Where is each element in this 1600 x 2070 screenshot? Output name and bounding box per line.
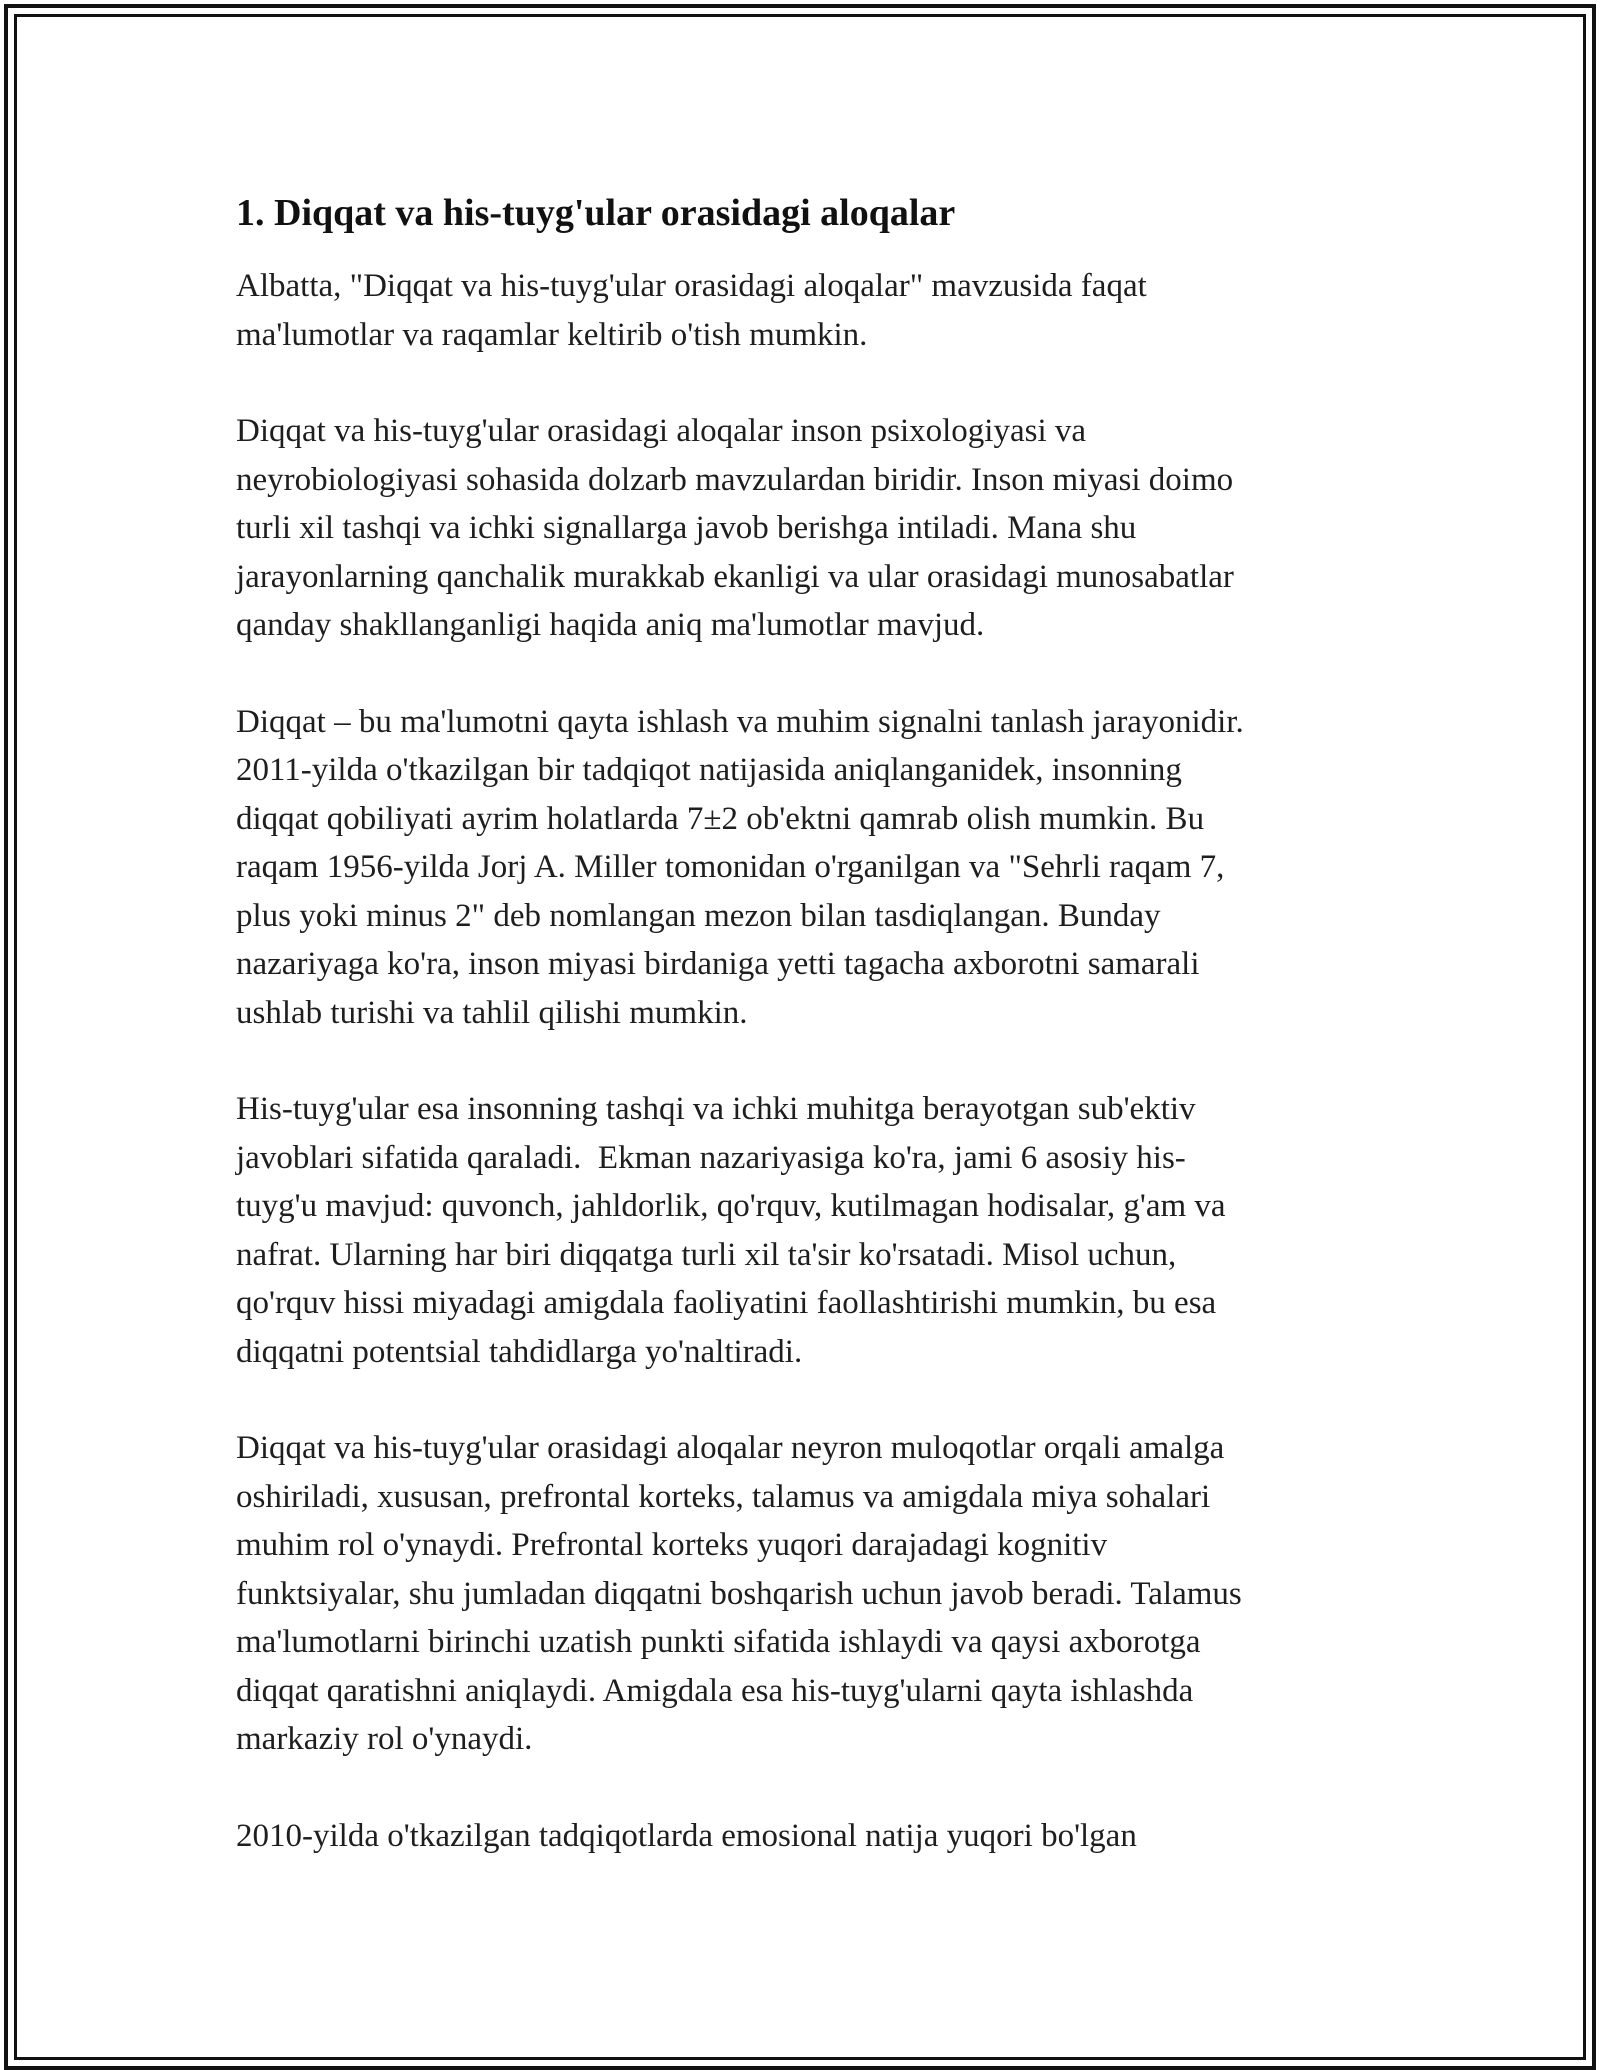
paragraph-line: Albatta, "Diqqat va his-tuyg'ular orasidagi aloqalar" mavzusida faqat [236, 268, 1147, 304]
paragraph-line: turli xil tashqi va ichki signallarga javob berishga intiladi. Mana shu [236, 510, 1137, 546]
paragraph-line: neyrobiologiyasi sohasida dolzarb mavzulardan biridir. Inson miyasi doimo [236, 461, 1234, 498]
paragraph-line: Diqqat – bu ma'lumotni qayta ishlash va muhim signalni tanlash jarayonidir. [236, 703, 1244, 740]
paragraph-line: qo'rquv hissi miyadagi amigdala faoliyatini faollashtirishi mumkin, bu esa [236, 1285, 1217, 1321]
paragraph-line: markaziy rol o'ynaydi. [236, 1721, 533, 1757]
paragraph-line: diqqat qobiliyati ayrim holatlarda 7±2 ob'ektni qamrab olish mumkin. Bu [236, 800, 1205, 837]
paragraph-line: raqam 1956-yilda Jorj A. Miller tomonidan o'rganilgan va "Sehrli raqam 7, [236, 849, 1225, 885]
paragraph-line: javoblari sifatida qaraladi. Ekman nazariyasiga ko'ra, jami 6 asosiy his- [236, 1139, 1186, 1176]
section-heading: 1. Diqqat va his-tuyg'ular orasidagi aloqalar [236, 192, 956, 234]
paragraph [236, 698, 1376, 1038]
paragraph-line: tuyg'u mavjud: quvonch, jahldorlik, qo'rquv, kutilmagan hodisalar, g'am va [236, 1188, 1226, 1224]
document-body [236, 262, 1376, 1860]
document-page [236, 186, 1376, 1860]
paragraph-line: oshiriladi, xususan, prefrontal korteks, talamus va amigdala miya sohalari [236, 1478, 1211, 1515]
paragraph-line: Diqqat va his-tuyg'ular orasidagi aloqalar inson psixologiyasi va [236, 413, 1087, 449]
paragraph-line: Diqqat va his-tuyg'ular orasidagi aloqalar neyron muloqotlar orqali amalga [236, 1430, 1225, 1466]
paragraph-line: His-tuyg'ular esa insonning tashqi va ichki muhitga berayotgan sub'ektiv [236, 1091, 1196, 1127]
paragraph-line: ushlab turishi va tahlil qilishi mumkin. [236, 994, 748, 1031]
paragraph-line: plus yoki minus 2" deb nomlangan mezon bilan tasdiqlangan. Bunday [236, 897, 1161, 934]
paragraph-line: diqqatni potentsial tahdidlarga yo'naltiradi. [236, 1333, 803, 1370]
paragraph-line: diqqat qaratishni aniqlaydi. Amigdala esa his-tuyg'ularni qayta ishlashda [236, 1672, 1194, 1709]
paragraph-line: 2010-yilda o'tkazilgan tadqiqotlarda emosional natija yuqori bo'lgan [236, 1817, 1137, 1854]
paragraph-line: muhim rol o'ynaydi. Prefrontal korteks yuqori darajadagi kognitiv [236, 1527, 1108, 1563]
paragraph [236, 1424, 1376, 1764]
paragraph-line: qanday shakllanganligi haqida aniq ma'lumotlar mavjud. [236, 607, 985, 643]
paragraph [236, 407, 1376, 650]
paragraph-line: ma'lumotlarni birinchi uzatish punkti sifatida ishlaydi va qaysi axborotga [236, 1624, 1201, 1660]
paragraph-line: 2011-yilda o'tkazilgan bir tadqiqot natijasida aniqlanganidek, insonning [236, 752, 1182, 788]
paragraph [236, 1812, 1376, 1861]
paragraph-line: jarayonlarning qanchalik murakkab ekanligi va ular orasidagi munosabatlar [236, 558, 1234, 595]
paragraph [236, 1085, 1376, 1376]
paragraph-line: nafrat. Ularning har biri diqqatga turli xil ta'sir ko'rsatadi. Misol uchun, [236, 1236, 1177, 1273]
paragraph-line: nazariyaga ko'ra, inson miyasi birdaniga yetti tagacha axborotni samarali [236, 946, 1200, 982]
paragraph-line: ma'lumotlar va raqamlar keltirib o'tish mumkin. [236, 316, 868, 353]
paragraph-line: funktsiyalar, shu jumladan diqqatni boshqarish uchun javob beradi. Talamus [236, 1575, 1242, 1612]
paragraph [236, 262, 1376, 359]
